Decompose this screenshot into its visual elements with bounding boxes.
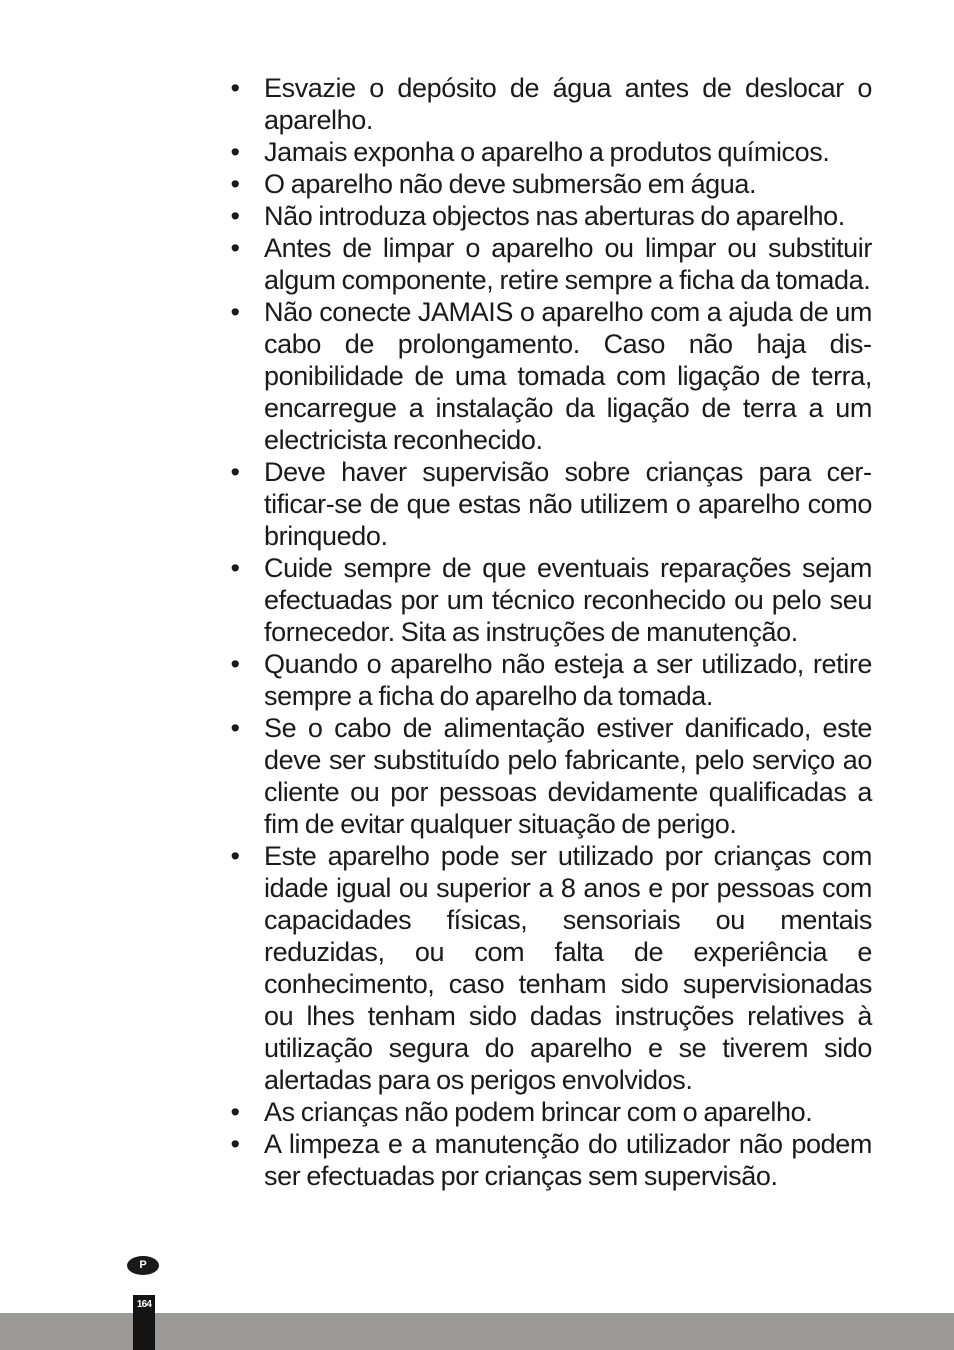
bullet-marker: • — [230, 137, 240, 167]
bullet-marker: • — [230, 73, 240, 103]
list-item — [228, 72, 872, 136]
bullet-marker: • — [230, 1097, 240, 1127]
list-item-text: A limpeza e a manutenção do utilizador não podem ser efectuadas por crianças sem supervisão. — [264, 1129, 872, 1191]
bullet-marker: • — [230, 169, 240, 199]
bullet-marker: • — [230, 841, 240, 871]
list-item-text: Esvazie o depósito de água antes de deslocar o aparelho. — [264, 73, 872, 135]
list-item — [228, 1096, 872, 1128]
list-item — [228, 1128, 872, 1192]
bullet-list — [228, 72, 872, 1192]
list-item-text: Não introduza objectos nas aberturas do aparelho. — [264, 201, 845, 231]
bullet-marker: • — [230, 233, 240, 263]
list-item-text: Cuide sempre de que eventuais reparações sejam efectuadas por um técnico reconhecido ou pelo seu fornecedor. Sita as instruções de manutenção. — [264, 553, 872, 647]
list-item-text: O aparelho não deve submersão em água. — [264, 169, 757, 199]
list-item — [228, 296, 872, 456]
bullet-marker: • — [230, 713, 240, 743]
bullet-marker: • — [230, 649, 240, 679]
list-item-text: Se o cabo de alimentação estiver danificado, este deve ser substituído pelo fabricante, pelo serviço ao cliente ou por pessoas devidamente qualificadas a fim de evitar qualquer situação de perigo. — [264, 713, 872, 839]
page-number-tab — [133, 1295, 155, 1350]
list-item — [228, 456, 872, 552]
page-number: 164 — [136, 1299, 152, 1310]
bullet-marker: • — [230, 201, 240, 231]
list-item-text: Deve haver supervisão sobre crianças para certificar-se de que estas não utilizem o aparelho como brinquedo. — [264, 457, 872, 551]
list-item-text: Jamais exponha o aparelho a produtos químicos. — [264, 137, 830, 167]
list-item — [228, 712, 872, 840]
language-badge: P — [127, 1256, 159, 1275]
list-item — [228, 136, 872, 168]
list-item — [228, 232, 872, 296]
bullet-marker: • — [230, 1129, 240, 1159]
list-item — [228, 168, 872, 200]
list-item — [228, 648, 872, 712]
list-item-text: Quando o aparelho não esteja a ser utilizado, retire sempre a ficha do aparelho da tomada. — [264, 649, 872, 711]
list-item — [228, 200, 872, 232]
list-item-text: As crianças não podem brincar com o aparelho. — [264, 1097, 813, 1127]
bullet-marker: • — [230, 553, 240, 583]
list-item-text: Não conecte JAMAIS o aparelho com a ajuda de um cabo de prolongamento. Caso não haja disponibilidade de uma tomada com ligação de terra, encarregue a instalação da ligação de terra a um electricista reconhecido. — [264, 297, 872, 455]
bullet-marker: • — [230, 297, 240, 327]
list-item — [228, 552, 872, 648]
list-item-text: Antes de limpar o aparelho ou limpar ou substituir algum componente, retire sempre a ficha da tomada. — [264, 233, 872, 295]
list-item — [228, 840, 872, 1096]
list-item-text: Este aparelho pode ser utilizado por crianças com idade igual ou superior a 8 anos e por pessoas com capacidades físicas, sensoriais ou mentais reduzidas, ou com falta de experiência e conhecimento, caso tenham sido supervisionadas ou lhes tenham sido dadas instruções relatives à utilização segura do aparelho e se tiverem sido alertadas para os perigos envolvidos. — [264, 841, 872, 1095]
safety-instructions — [228, 72, 872, 1192]
bullet-marker: • — [230, 457, 240, 487]
